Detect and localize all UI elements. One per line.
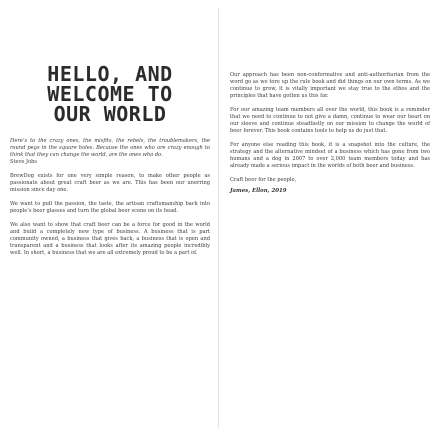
heading-line: WELCOME TO xyxy=(47,82,173,106)
right-body xyxy=(230,72,430,195)
body-paragraph: For our amazing team members all over the world, this book is a reminder that we need to continue to not give a damn, continue to wear our heart on our sleeve and continue steadfastly on our mission to change the world of beer forever. This book contains tools to help us do just that. xyxy=(230,107,430,134)
intro-quote xyxy=(10,138,210,166)
body-paragraph: We also want to show that craft beer can be a force for good in the world and build a completely new type of business. A business that is part community owned, a business that gives back, a business that is open and transparent and a business that looks after its amazing people incredibly well. In short, a business that we are all extremely proud to be a part of. xyxy=(10,222,210,256)
page-gutter xyxy=(218,8,219,428)
heading-line: OUR WORLD xyxy=(53,102,167,126)
quote-text: Here’s to the crazy ones, the misfits, the rebels, the troublemakers, the round pegs in the square holes. Because the ones who are crazy enough to think that they can change the world, are the ones who do. xyxy=(10,138,210,158)
body-paragraph: For anyone else reading this book, it is a snapshot into the culture, the strategy and the alternative mindset of a business which has gone from two humans and a dog in 2007 to over 2,000 team members today and has already made a serious impact in the worlds of both beer and business. xyxy=(230,142,430,169)
right-page xyxy=(230,0,440,440)
quote-attribution: Steve Jobs xyxy=(10,159,38,165)
body-paragraph: BrewDog exists for one very simple reason, to make other people as passionate about great craft beer as we are. This has been our unerring mission since day one. xyxy=(10,173,210,193)
signoff-line: Craft beer for the people, xyxy=(230,177,297,183)
left-body xyxy=(10,138,210,257)
left-page xyxy=(10,8,210,428)
signature-line: James, Ellon, 2019 xyxy=(230,188,287,194)
heading-line: HELLO, AND xyxy=(47,62,173,86)
body-paragraph: Our approach has been non-conformative and anti-authoritarian from the word go as we tore up the rule book and did things on our own terms. As we continue to grow, it is vitally important we stay true to the ethos and the principles that have gotten us this far. xyxy=(230,72,430,99)
body-paragraph: We want to pull the passion, the taste, the artisan craftsmanship back into people’s beer glasses and turn the global beer scene on its head. xyxy=(10,201,210,214)
page-heading xyxy=(10,8,210,124)
